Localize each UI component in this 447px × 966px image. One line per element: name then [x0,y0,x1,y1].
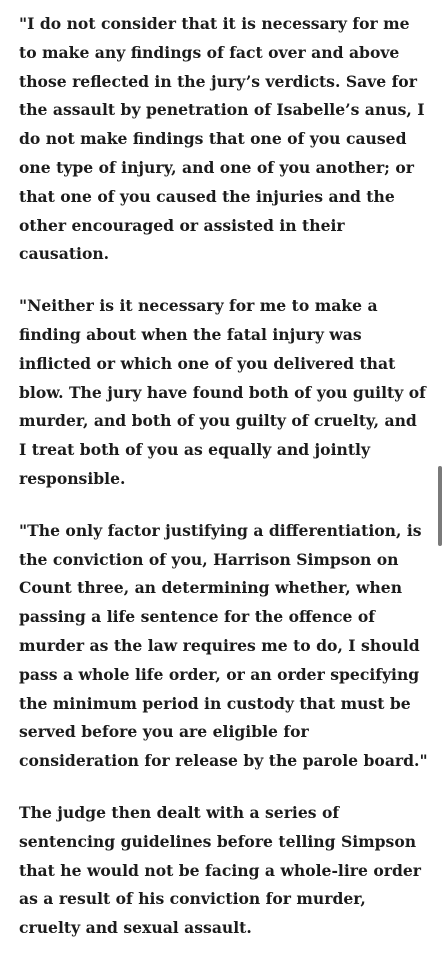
quote-paragraph-differentiation: "The only factor justifying a differentiation, is the conviction of you, Harrison Simpson on Count three, an determining whether, when passing a life sentence for the offence of murder as the law requires me to do, I should pass a whole life order, or an order specifying the minimum period in custody that must be served before you are eligible for consideration for release by the parole board." [19,520,428,771]
quote-paragraph-fatal-injury: "Neither is it necessary for me to make a finding about when the fatal injury was inflicted or which one of you delivered that blow. The jury have found both of you guilty of murder, and both of you guilty of cruelty, and I treat both of you as equally and jointly responsible. [19,296,426,488]
article-body [19,10,429,966]
scrollbar-thumb[interactable] [438,466,442,546]
narrative-paragraph-sentencing: The judge then dealt with a series of sentencing guidelines before telling Simpson that he would not be facing a whole-lire order as a result of his conviction for murder, cruelty and sexual assault. [19,802,421,938]
quote-paragraph-findings: "I do not consider that it is necessary for me to make any findings of fact over and above those reflected in the jury’s verdicts. Save for the assault by penetration of Isabelle’s anus, I do not make findings that one of you caused one type of injury, and one of you another; or that one of you caused the injuries and the other encouraged or assisted in their causation. [19,14,425,264]
